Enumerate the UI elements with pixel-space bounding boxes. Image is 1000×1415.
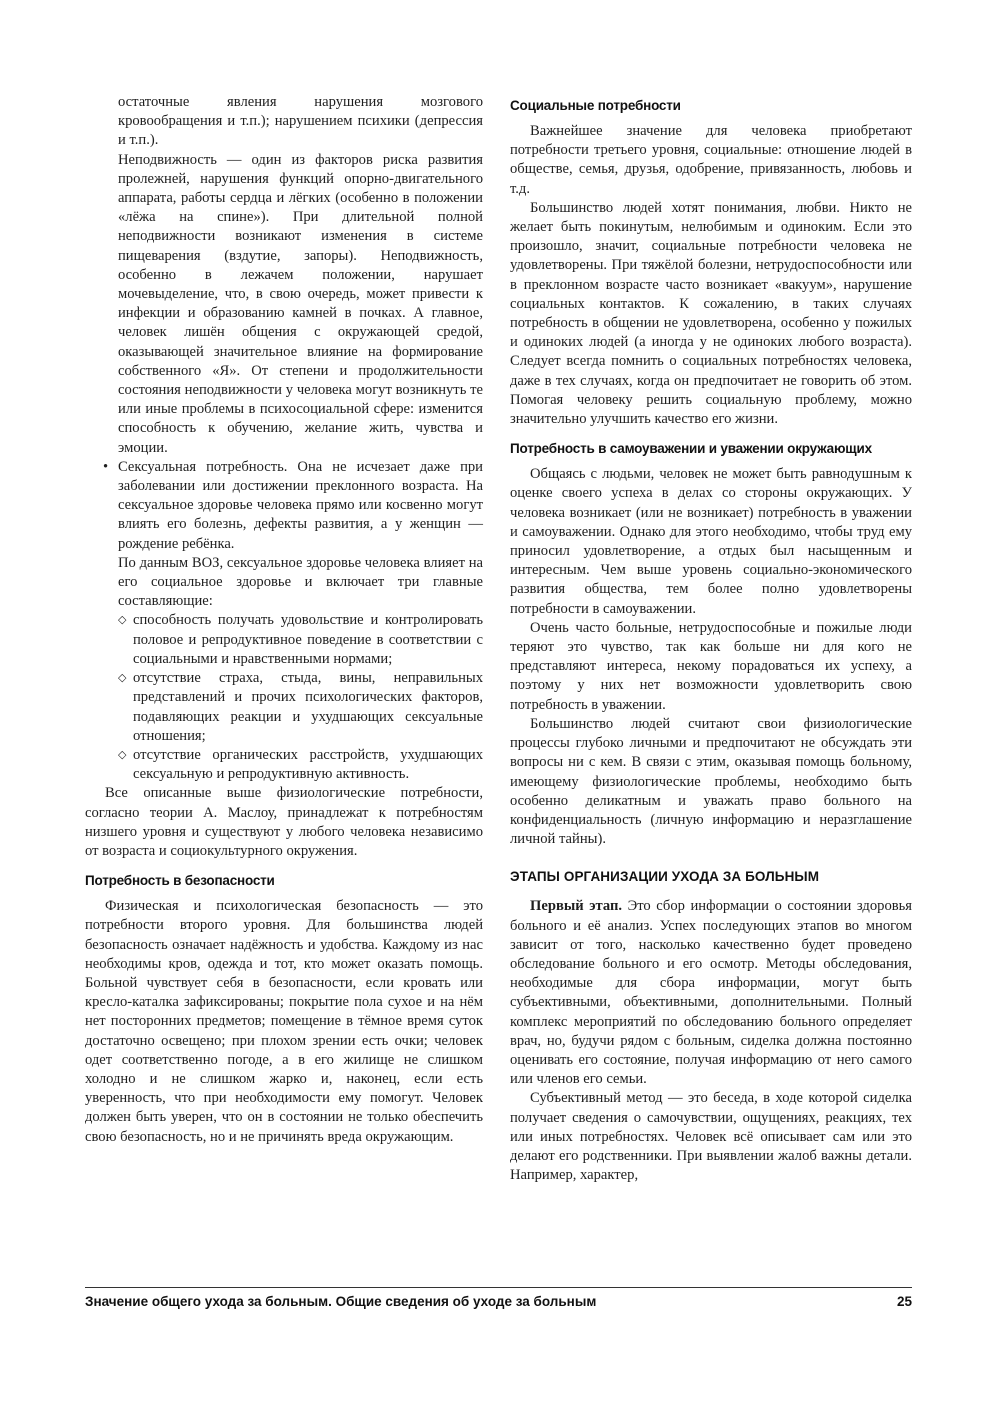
paragraph-summary: Все описанные выше физиологические потребности, согласно теории А. Маслоу, принадлежат к потребностям низшего уровня и существуют у любого человека независимо от возраста и социокультурного окружения.: [85, 785, 483, 859]
paragraph-who: По данным ВОЗ, сексуальное здоровье человека влияет на его социальное здоровье и включает три главные составляющие:: [118, 554, 483, 610]
list-item: [85, 746, 483, 784]
paragraph-safety: Физическая и психологическая безопасность — это потребности второго уровня. Для большинства людей безопасность означает надёжность и удобства. Каждому из нас необходимы кров, одежда и тот, кто может оказать помощь. Больной чувствует себя в безопасности, если кровать или кресло-каталка зафиксированы; покрытие пола сухое и на нём нет посторонних предметов; помещение в тёмное время суток достаточно освещено; при плохом зрении есть очки; человек одет соответственно погоде, а в его жилище не слишком холодно и не слишком жарко и, наконец, если есть уверенность, что при необходимости ему помогут. Человек должен быть уверен, что он в состоянии не только обеспечить свою безопасность, но и не причинять вреда окружающим.: [85, 898, 483, 1145]
running-title: Значение общего ухода за больным. Общие сведения об уходе за больным: [85, 1294, 597, 1309]
diamond-bullet-icon: ◇: [118, 672, 127, 685]
list-item: [85, 611, 483, 669]
diamond-bullet-icon: ◇: [118, 614, 127, 627]
paragraph-social-1: Важнейшее значение для человека приобретают потребности третьего уровня, социальные: отношение людей в обществе, семья, друзья, одобрение, привязанность, любовь и т.д.: [510, 123, 912, 197]
paragraph-social-2: Большинство людей хотят понимания, любви. Никто не желает быть покинутым, нелюбимым и одиноким. Если это произошло, значит, социальные потребности человека не удовлетворены. При тяжёлой болезни, нетрудоспособности или в преклонном возрасте часто возникает «вакуум», нарушение социальных контактов. К сожалению, в таких случаях потребность в общении не удовлетворена, особенно у пожилых и одиноких людей (а иногда у не одиноких любого возраста). Следует всегда помнить о социальных потребностях человека, даже в тех случаях, когда он предпочитает не говорить об этом. Помогая человеку решить социальную проблему, можно значительно улучшить качество его жизни.: [510, 199, 912, 428]
diamond-bullet-icon: ◇: [118, 748, 127, 761]
bullet-sexual-need: [85, 458, 483, 554]
list-item-text: отсутствие страха, стыда, вины, неправильных представлений и прочих психологических факторов, подавляющих реакции и ухудшающих сексуальные отношения;: [133, 670, 483, 744]
list-item-text: отсутствие органических расстройств, ухудшающих сексуальную и репродуктивную активность.: [133, 746, 483, 783]
paragraph-immobility: Неподвижность — один из факторов риска развития пролежней, нарушения функций опорно-двигательного аппарата, работы сердца и лёгких (особенно в положении «лёжа на спине»). При длительной полной неподвижности возникают изменения в системе пищеварения (вздутие, запоры). Неподвижность, особенно в лежачем положении, нарушает мочевыделение, что, в свою очередь, может привести к инфекции и образованию камней в почках. А главное, человек лишён общения с окружающей средой, оказывающей значительное влияние на формирование собственного «Я». От степени и продолжительности состояния неподвижности у человека могут возникнуть те или иные проблемы в психосоциальной сфере: изменится способность к обучению, желание жить, чувства и эмоции.: [118, 151, 483, 456]
paragraph-subjective-method: Субъективный метод — это беседа, в ходе которой сиделка получает сведения о самочувствии, ощущениях, реакциях, тех или иных потребностях. Человек всё описывает сам или это делают его родственники. При выявлении жалоб важны детали. Например, характер,: [510, 1090, 912, 1184]
footer-divider: [85, 1287, 912, 1288]
paragraph-esteem-1: Общаясь с людьми, человек не может быть равнодушным к оценке своего успеха в делах со стороны окружающих. У человека возникает (или не возникает) потребность в уважении и самоуважении. Однако для этого необходимо, чтобы труд ему приносил удовлетворение, а отдых был насыщенным и интересным. Чем выше уровень социально-экономического развития общества, тем более полно удовлетворены потребности в самоуважении.: [510, 466, 912, 617]
heading-esteem: Потребность в самоуважении и уважении окружающих: [510, 441, 872, 457]
stage-1-label: Первый этап.: [530, 898, 623, 915]
bullet-icon: •: [103, 458, 109, 475]
paragraph-esteem-2: Очень часто больные, нетрудоспособные и пожилые люди теряют это чувство, так как больше ни для кого не представляют интереса, некому порадоваться их успеху, а поэтому у них нет возможности удовлетворить свою потребность в уважении.: [510, 619, 912, 713]
paragraph-esteem-3: Большинство людей считают свои физиологические процессы глубоко личными и предпочитают не обсуждать эти вопросы ни с кем. В связи с этим, оказывая помощь больному, имеющему физиологические проблемы, необходимо быть особенно деликатным и уважать право больного на конфиденциальность (личную информацию и неразглашение личной тайны).: [510, 715, 912, 848]
paragraph-brain-circulation: остаточные явления нарушения мозгового кровообращения и т.п.); нарушением психики (депрессия и т.п.).: [118, 94, 483, 149]
heading-social: Социальные потребности: [510, 98, 681, 113]
list-item-text: способность получать удовольствие и контролировать половое и репродуктивное поведение в соответствии с социальными и нравственными нормами;: [133, 612, 483, 667]
list-item: [85, 669, 483, 746]
right-column: [510, 96, 912, 1185]
paragraph-stage-1: [510, 897, 912, 1089]
heading-safety: Потребность в безопасности: [85, 873, 275, 889]
stage-1-text: Это сбор информации о состоянии здоровья больного и её анализ. Успех последующих этапов во многом зависит от того, насколько качественно будет проведено обследование больного и его осмотр. Методы обследования, необходимые для сбора информации, могут быть субъективными, объективными, дополнительными. Полный комплекс мероприятий по обследованию больного определяет врач, но, будучи рядом с больным, сиделка должна постоянно оценивать его состояние, получая информацию от него самого или членов его семьи.: [510, 898, 912, 1088]
page-number: 25: [896, 1294, 912, 1309]
bullet-text: Сексуальная потребность. Она не исчезает даже при заболевании или достижении преклонного возраста. На сексуальное здоровье человека прямо или косвенно могут влиять его болезнь, дефекты развития, а у женщин — рождение ребёнка.: [118, 458, 483, 552]
left-column: [85, 93, 483, 1147]
heading-care-stages: ЭТАПЫ ОРГАНИЗАЦИИ УХОДА ЗА БОЛЬНЫМ: [510, 869, 820, 885]
